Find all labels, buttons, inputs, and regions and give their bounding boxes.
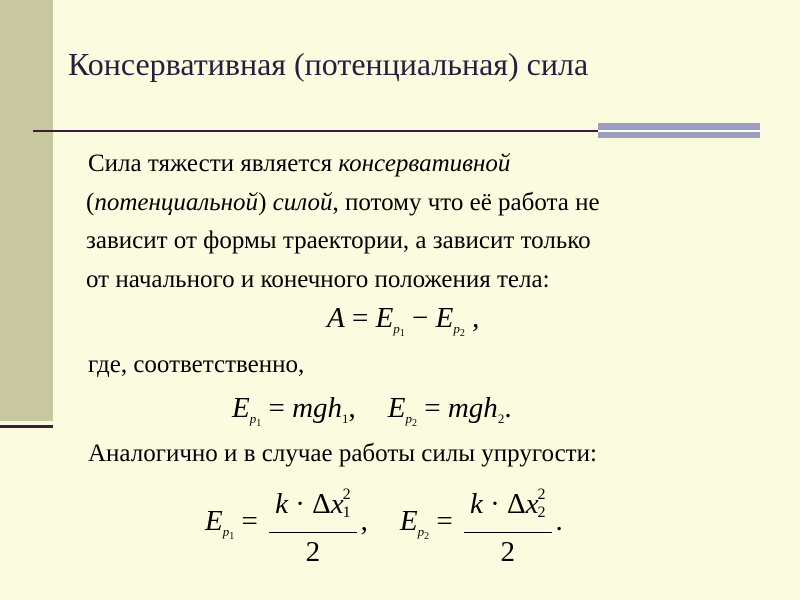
title-divider-accent-line — [598, 130, 760, 132]
eq-symbol: , — [348, 392, 356, 424]
where-text: где, соответственно, — [88, 351, 305, 378]
eq-symbol: = — [344, 302, 376, 334]
eq-symbol: k — [275, 488, 288, 520]
text: ( — [86, 188, 95, 216]
eq-symbol: . — [504, 392, 512, 424]
eq-symbol: E — [232, 392, 250, 424]
eq-subscript: 1 — [256, 418, 262, 429]
eq-symbol: x — [525, 488, 539, 520]
eq-symbol: E — [375, 302, 394, 334]
fraction-denominator: 2 — [500, 536, 515, 568]
eq-subscript: p — [405, 411, 412, 426]
eq-subscript: p — [222, 524, 230, 540]
side-decoration-bar — [0, 0, 53, 421]
italic-term: потенциальной — [94, 188, 259, 216]
eq-symbol: . — [555, 505, 563, 538]
eq-subscript: 1 — [229, 531, 235, 543]
eq-symbol: = — [429, 505, 460, 538]
fraction-denominator: 2 — [305, 536, 321, 568]
eq-symbol: = — [261, 392, 293, 424]
eq-subscript: 1 — [342, 411, 349, 426]
eq-symbol: mgh — [447, 392, 498, 424]
eq-symbol: E — [435, 302, 454, 334]
eq-subscript: p — [249, 411, 257, 426]
equation-potential-energy — [232, 392, 512, 429]
text: , потому что её работа не — [332, 188, 600, 216]
italic-term: силой — [272, 188, 333, 216]
eq-symbol: E — [205, 505, 223, 538]
side-decoration-tick — [0, 425, 53, 428]
paragraph-line-2 — [86, 184, 768, 223]
paragraph-line-4: от начального и конечного положения тела: — [86, 265, 550, 293]
eq-symbol: = — [417, 392, 448, 424]
eq-subscript: p — [417, 524, 425, 540]
equation-work — [327, 302, 479, 339]
eq-subscript: 2 — [412, 418, 417, 429]
body-paragraph — [88, 145, 768, 299]
text: ) — [258, 188, 273, 216]
eq-symbol: = — [234, 505, 266, 538]
eq-symbol: , — [360, 505, 368, 538]
eq-subscript: 2 — [424, 531, 430, 543]
italic-term: консервативной — [338, 150, 511, 177]
eq-subscript: 1 — [399, 328, 405, 339]
eq-subscript: 2 — [537, 504, 546, 521]
eq-subscript: p — [393, 321, 400, 336]
eq-symbol: · Δ — [287, 488, 331, 520]
fraction-2 — [464, 480, 552, 567]
eq-subscript: 1 — [342, 504, 351, 521]
slide-title: Консервативная (потенциальная) сила — [68, 46, 589, 82]
analog-text: Аналогично и в случае работы силы упругости: — [88, 440, 597, 467]
eq-symbol: mgh — [292, 392, 343, 424]
eq-symbol: x — [330, 488, 344, 520]
eq-symbol: − — [404, 302, 436, 334]
text: Сила тяжести является — [88, 150, 339, 177]
eq-superscript: 2 — [537, 486, 546, 503]
eq-symbol: E — [387, 392, 406, 424]
eq-subscript: p — [453, 321, 460, 336]
eq-symbol: , — [464, 302, 480, 334]
fraction-1 — [269, 480, 357, 567]
equation-elastic-energy — [205, 480, 563, 567]
eq-subscript: 2 — [497, 411, 505, 426]
eq-symbol: A — [327, 302, 345, 334]
eq-superscript: 2 — [342, 486, 351, 503]
eq-symbol: k — [469, 488, 483, 520]
paragraph-line-3: зависит от формы траектории, а зависит только — [86, 227, 591, 254]
eq-symbol: E — [399, 505, 418, 538]
eq-symbol: · Δ — [482, 488, 526, 520]
paragraph-line-1 — [88, 145, 768, 184]
eq-subscript: 2 — [459, 328, 465, 339]
